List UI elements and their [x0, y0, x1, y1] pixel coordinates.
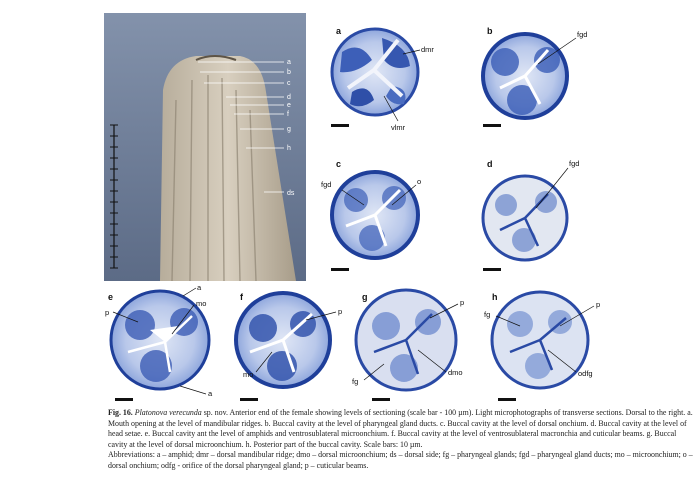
panel-g-letter: g [362, 292, 368, 302]
panel-c-label-o: o [417, 177, 422, 186]
panel-h-letter: h [492, 292, 498, 302]
panel-h-scale-bar [498, 398, 516, 401]
panel-b-scale-bar [483, 124, 501, 127]
dorsal-side-label: ds [287, 190, 295, 197]
panel-f-label-p: p [338, 307, 343, 316]
panel-f [236, 292, 342, 401]
panel-a-scale-bar [331, 124, 349, 127]
level-label-e: e [287, 102, 291, 109]
panel-g-scale-bar [372, 398, 390, 401]
panel-g [352, 290, 464, 401]
panel-c-letter: c [336, 159, 342, 169]
panel-e-label-a-bottom: a [208, 389, 213, 398]
panel-a-letter: a [336, 26, 342, 36]
panel-c-scale-bar [331, 268, 349, 271]
figure-caption [108, 408, 693, 472]
panel-f-letter: f [240, 292, 243, 302]
panel-a [331, 26, 434, 132]
panel-f-label-mo: mo [243, 370, 254, 379]
panel-b-letter: b [487, 26, 493, 36]
panel-g-label-dmo: dmo [448, 368, 463, 377]
level-label-h: h [287, 145, 291, 152]
panel-c-label-fgd: fgd [321, 180, 332, 189]
level-label-b: b [287, 69, 291, 76]
panel-a-label-dmr: dmr [421, 45, 434, 54]
panel-e-label-p: p [105, 308, 110, 317]
caption-abbreviations: Abbreviations: a – amphid; dmr – dorsal mandibular ridge; dmo – dorsal microonchium; ds – dorsal side; fg – pharyngeal glands; fgd – pharyngeal gland ducts; mo – microonchium; o – dorsal onchium; odfg - orifice of the dorsal pharyngeal gland; p – cuticular beams. [108, 450, 693, 470]
panel-e-letter: e [108, 292, 114, 302]
panel-d-letter: d [487, 159, 493, 169]
panel-b-label-fgd: fgd [577, 30, 588, 39]
panel-b [483, 26, 587, 127]
main-micrograph [104, 13, 306, 281]
caption-text: sp. nov. Anterior end of the female showing levels of sectioning (scale bar - 100 µm). Light microphotographs of transverse sections. Dorsal to the right. a. Mouth opening at the level of mandibular ridges. b. Buccal cavity at the level of pharyngeal gland ducts. c. Buccal cavity at the level of dorsal onchium. d. Buccal cavity at the level of head setae. e. Buccal cavity ant the level of amphids and ventrosublateral microonchium. f. Buccal cavity at the level of ventrosublateral macronchia and cuticular beams. g. Buccal cavity at the level of dorsal microonchium. h. Posterior part of the buccal cavity. Scale bars: 10 µm. [108, 408, 693, 449]
panel-g-label-fg: fg [352, 377, 359, 386]
figure-number: Fig. 16. [108, 408, 133, 417]
panel-e-label-mo: mo [196, 299, 207, 308]
level-label-d: d [287, 94, 291, 101]
caption-main [108, 408, 693, 450]
panel-c [321, 159, 421, 271]
panel-d-label-fgd: fgd [569, 159, 580, 168]
panel-d-scale-bar [483, 268, 501, 271]
level-label-f: f [287, 111, 289, 118]
panel-e-scale-bar [115, 398, 133, 401]
species-name: Platonova verecunda [134, 408, 202, 417]
panel-a-label-vlmr: vlmr [391, 123, 406, 132]
level-label-c: c [287, 80, 291, 87]
panel-h [484, 292, 600, 401]
panel-e [105, 283, 213, 401]
level-label-a: a [287, 59, 291, 66]
panel-h-label-p: p [596, 300, 601, 309]
level-label-g: g [287, 126, 291, 133]
panel-h-label-fg: fg [484, 310, 491, 319]
panel-e-label-a-top: a [197, 283, 202, 292]
panel-h-label-odfg: odfg [578, 369, 593, 378]
panel-g-label-p: p [460, 298, 465, 307]
panel-f-scale-bar [240, 398, 258, 401]
panel-d [483, 159, 579, 271]
